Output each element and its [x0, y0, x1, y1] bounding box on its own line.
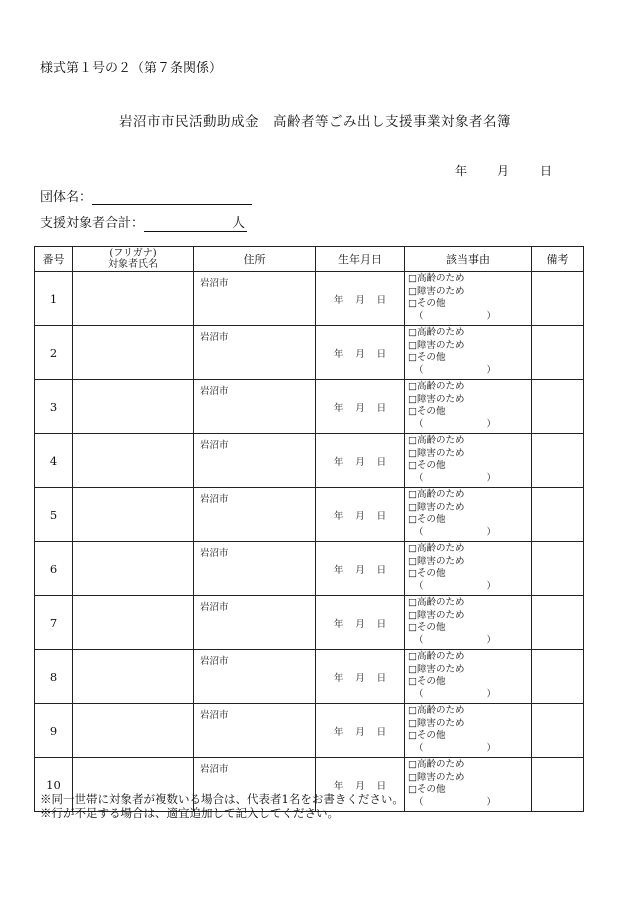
checkbox-other[interactable]: □その他 — [408, 784, 446, 795]
paren-close: ） — [486, 796, 496, 808]
reason-cell — [405, 542, 532, 596]
table-row — [35, 704, 584, 758]
paren-open: （ — [414, 580, 424, 592]
header-reason: 該当事由 — [405, 247, 532, 272]
header-name-kana: (フリガナ) — [109, 248, 157, 259]
checkbox-disability[interactable]: □障害のため — [408, 393, 465, 405]
total-label: 支援対象者合計： — [40, 216, 145, 231]
birth-month: 月 — [355, 618, 365, 630]
roster-body — [35, 272, 584, 812]
row-number: 4 — [35, 434, 73, 488]
address-prefix: 岩沼市 — [200, 548, 229, 559]
name-cell[interactable] — [73, 704, 194, 758]
address-cell[interactable] — [194, 650, 316, 704]
org-label: 団体名： — [40, 190, 93, 205]
birth-day: 日 — [376, 294, 387, 306]
checkbox-elderly[interactable]: □高齢のため — [408, 651, 465, 662]
date-year: 年 — [455, 164, 468, 178]
paren-close: ） — [486, 418, 496, 430]
checkbox-elderly[interactable]: □高齢のため — [408, 489, 465, 500]
birth-year: 年 — [333, 780, 344, 792]
checkbox-disability[interactable]: □障害のため — [408, 717, 465, 729]
checkbox-other[interactable]: □その他 — [408, 298, 446, 309]
checkbox-disability[interactable]: □障害のため — [408, 555, 465, 567]
total-line — [40, 212, 247, 232]
address-cell[interactable] — [194, 380, 316, 434]
other-reason-field[interactable] — [408, 797, 496, 810]
name-cell[interactable] — [73, 488, 194, 542]
row-number: 6 — [35, 542, 73, 596]
remarks-cell[interactable] — [532, 326, 584, 380]
birth-year: 年 — [333, 672, 344, 684]
row-number: 2 — [35, 326, 73, 380]
table-row — [35, 488, 584, 542]
birth-year: 年 — [333, 456, 344, 468]
address-cell[interactable] — [194, 542, 316, 596]
other-reason-field[interactable] — [408, 581, 496, 594]
checkbox-elderly[interactable]: □高齢のため — [408, 327, 465, 338]
birth-year: 年 — [333, 726, 344, 738]
reason-cell — [405, 596, 532, 650]
form-number: 様式第１号の２（第７条関係） — [40, 61, 223, 76]
address-prefix: 岩沼市 — [200, 710, 229, 721]
reason-cell — [405, 380, 532, 434]
birth-day: 日 — [376, 564, 387, 576]
checkbox-other[interactable]: □その他 — [408, 676, 446, 687]
table-row — [35, 380, 584, 434]
checkbox-elderly[interactable]: □高齢のため — [408, 273, 465, 284]
other-reason-field[interactable] — [408, 635, 496, 648]
birth-day: 日 — [376, 618, 387, 630]
birth-cell[interactable] — [316, 434, 405, 488]
remarks-cell[interactable] — [532, 434, 584, 488]
row-number: 1 — [35, 272, 73, 326]
row-number: 8 — [35, 650, 73, 704]
checkbox-other[interactable]: □その他 — [408, 352, 446, 363]
table-row — [35, 596, 584, 650]
birth-month: 月 — [355, 348, 365, 360]
birth-month: 月 — [355, 294, 365, 306]
total-count-field[interactable] — [144, 217, 232, 232]
remarks-cell[interactable] — [532, 380, 584, 434]
header-name-label: 対象者氏名 — [108, 259, 158, 270]
reason-cell — [405, 758, 532, 812]
header-remarks: 備考 — [532, 247, 584, 272]
page-title: 岩沼市市民活動助成金 高齢者等ごみ出し支援事業対象者名簿 — [119, 114, 511, 130]
row-number: 3 — [35, 380, 73, 434]
paren-open: （ — [414, 526, 424, 538]
birth-month: 月 — [355, 780, 365, 792]
row-number: 5 — [35, 488, 73, 542]
date-day: 日 — [540, 164, 553, 178]
checkbox-other[interactable]: □その他 — [408, 460, 446, 471]
paren-open: （ — [414, 634, 424, 646]
header-name — [73, 247, 194, 272]
address-prefix: 岩沼市 — [200, 764, 229, 775]
address-prefix: 岩沼市 — [200, 494, 229, 505]
table-row — [35, 326, 584, 380]
name-cell[interactable] — [73, 650, 194, 704]
remarks-cell[interactable] — [532, 488, 584, 542]
checkbox-other[interactable]: □その他 — [408, 622, 446, 633]
other-reason-field[interactable] — [408, 419, 496, 432]
birth-day: 日 — [376, 672, 387, 684]
paren-open: （ — [414, 364, 424, 376]
birth-year: 年 — [333, 402, 344, 414]
paren-open: （ — [414, 796, 424, 808]
checkbox-disability[interactable]: □障害のため — [408, 339, 465, 351]
row-number: 7 — [35, 596, 73, 650]
birth-cell[interactable] — [316, 650, 405, 704]
paren-open: （ — [414, 418, 424, 430]
reason-cell — [405, 326, 532, 380]
checkbox-disability[interactable]: □障害のため — [408, 771, 465, 783]
row-number: 9 — [35, 704, 73, 758]
table-row — [35, 434, 584, 488]
birth-year: 年 — [333, 510, 344, 522]
birth-year: 年 — [333, 618, 344, 630]
name-cell[interactable] — [73, 542, 194, 596]
address-prefix: 岩沼市 — [200, 332, 229, 343]
table-row — [35, 542, 584, 596]
birth-day: 日 — [376, 510, 387, 522]
reason-cell — [405, 272, 532, 326]
birth-day: 日 — [376, 348, 387, 360]
table-row — [35, 272, 584, 326]
paren-open: （ — [414, 310, 424, 322]
birth-month: 月 — [355, 510, 365, 522]
row-number: 10 — [35, 758, 73, 812]
paren-close: ） — [486, 310, 496, 322]
paren-open: （ — [414, 688, 424, 700]
checkbox-disability[interactable]: □障害のため — [408, 447, 465, 459]
birth-year: 年 — [333, 564, 344, 576]
checkbox-other[interactable]: □その他 — [408, 406, 446, 417]
birth-cell[interactable] — [316, 704, 405, 758]
birth-month: 月 — [355, 456, 365, 468]
birth-year: 年 — [333, 348, 344, 360]
paren-close: ） — [486, 364, 496, 376]
address-cell[interactable] — [194, 488, 316, 542]
birth-cell[interactable] — [316, 380, 405, 434]
remarks-cell[interactable] — [532, 758, 584, 812]
birth-day: 日 — [376, 456, 387, 468]
header-no: 番号 — [35, 247, 73, 272]
address-cell[interactable] — [194, 326, 316, 380]
checkbox-other[interactable]: □その他 — [408, 730, 446, 741]
checkbox-disability[interactable]: □障害のため — [408, 609, 465, 621]
address-prefix: 岩沼市 — [200, 386, 229, 397]
birth-month: 月 — [355, 564, 365, 576]
address-cell[interactable] — [194, 272, 316, 326]
checkbox-elderly[interactable]: □高齢のため — [408, 705, 465, 716]
checkbox-elderly[interactable]: □高齢のため — [408, 381, 465, 392]
table-row — [35, 650, 584, 704]
checkbox-elderly[interactable]: □高齢のため — [408, 597, 465, 608]
address-cell[interactable] — [194, 434, 316, 488]
birth-cell[interactable] — [316, 272, 405, 326]
address-prefix: 岩沼市 — [200, 278, 229, 289]
checkbox-disability[interactable]: □障害のため — [408, 285, 465, 297]
org-line — [40, 186, 252, 205]
birth-day: 日 — [376, 726, 387, 738]
paren-close: ） — [486, 634, 496, 646]
header-address: 住所 — [194, 247, 316, 272]
paren-close: ） — [486, 472, 496, 484]
total-unit: 人 — [232, 212, 247, 232]
address-prefix: 岩沼市 — [200, 440, 229, 451]
roster-table — [34, 246, 584, 812]
birth-cell[interactable] — [316, 488, 405, 542]
birth-month: 月 — [355, 726, 365, 738]
name-cell[interactable] — [73, 272, 194, 326]
birth-cell[interactable] — [316, 326, 405, 380]
note-1: ※同一世帯に対象者が複数いる場合は、代表者1名をお書きください。 — [40, 792, 404, 806]
header-birth: 生年月日 — [316, 247, 405, 272]
name-cell[interactable] — [73, 434, 194, 488]
checkbox-other[interactable]: □その他 — [408, 568, 446, 579]
birth-day: 日 — [376, 402, 387, 414]
paren-close: ） — [486, 742, 496, 754]
note-2: ※行が不足する場合は、適宜追加して記入してください。 — [40, 806, 339, 820]
remarks-cell[interactable] — [532, 542, 584, 596]
remarks-cell[interactable] — [532, 272, 584, 326]
checkbox-disability[interactable]: □障害のため — [408, 663, 465, 675]
notes — [40, 792, 404, 820]
paren-close: ） — [486, 580, 496, 592]
checkbox-elderly[interactable]: □高齢のため — [408, 759, 465, 770]
reason-cell — [405, 704, 532, 758]
other-reason-field[interactable] — [408, 689, 496, 702]
reason-cell — [405, 488, 532, 542]
checkbox-other[interactable]: □その他 — [408, 514, 446, 525]
birth-month: 月 — [355, 672, 365, 684]
other-reason-field[interactable] — [408, 365, 496, 378]
birth-month: 月 — [355, 402, 365, 414]
address-cell[interactable] — [194, 704, 316, 758]
checkbox-disability[interactable]: □障害のため — [408, 501, 465, 513]
other-reason-field[interactable] — [408, 527, 496, 540]
remarks-cell[interactable] — [532, 704, 584, 758]
org-name-field[interactable] — [92, 190, 252, 205]
paren-close: ） — [486, 688, 496, 700]
address-prefix: 岩沼市 — [200, 656, 229, 667]
checkbox-elderly[interactable]: □高齢のため — [408, 435, 465, 446]
reason-cell — [405, 650, 532, 704]
paren-open: （ — [414, 472, 424, 484]
address-cell[interactable] — [194, 596, 316, 650]
other-reason-field[interactable] — [408, 311, 496, 324]
birth-cell[interactable] — [316, 596, 405, 650]
reason-cell — [405, 434, 532, 488]
table-header-row — [35, 247, 584, 272]
other-reason-field[interactable] — [408, 743, 496, 756]
checkbox-elderly[interactable]: □高齢のため — [408, 543, 465, 554]
birth-year: 年 — [333, 294, 344, 306]
remarks-cell[interactable] — [532, 596, 584, 650]
name-cell[interactable] — [73, 380, 194, 434]
birth-day: 日 — [376, 780, 387, 792]
name-cell[interactable] — [73, 596, 194, 650]
name-cell[interactable] — [73, 326, 194, 380]
birth-cell[interactable] — [316, 542, 405, 596]
date-month: 月 — [497, 164, 510, 178]
address-prefix: 岩沼市 — [200, 602, 229, 613]
paren-open: （ — [414, 742, 424, 754]
paren-close: ） — [486, 526, 496, 538]
remarks-cell[interactable] — [532, 650, 584, 704]
other-reason-field[interactable] — [408, 473, 496, 486]
